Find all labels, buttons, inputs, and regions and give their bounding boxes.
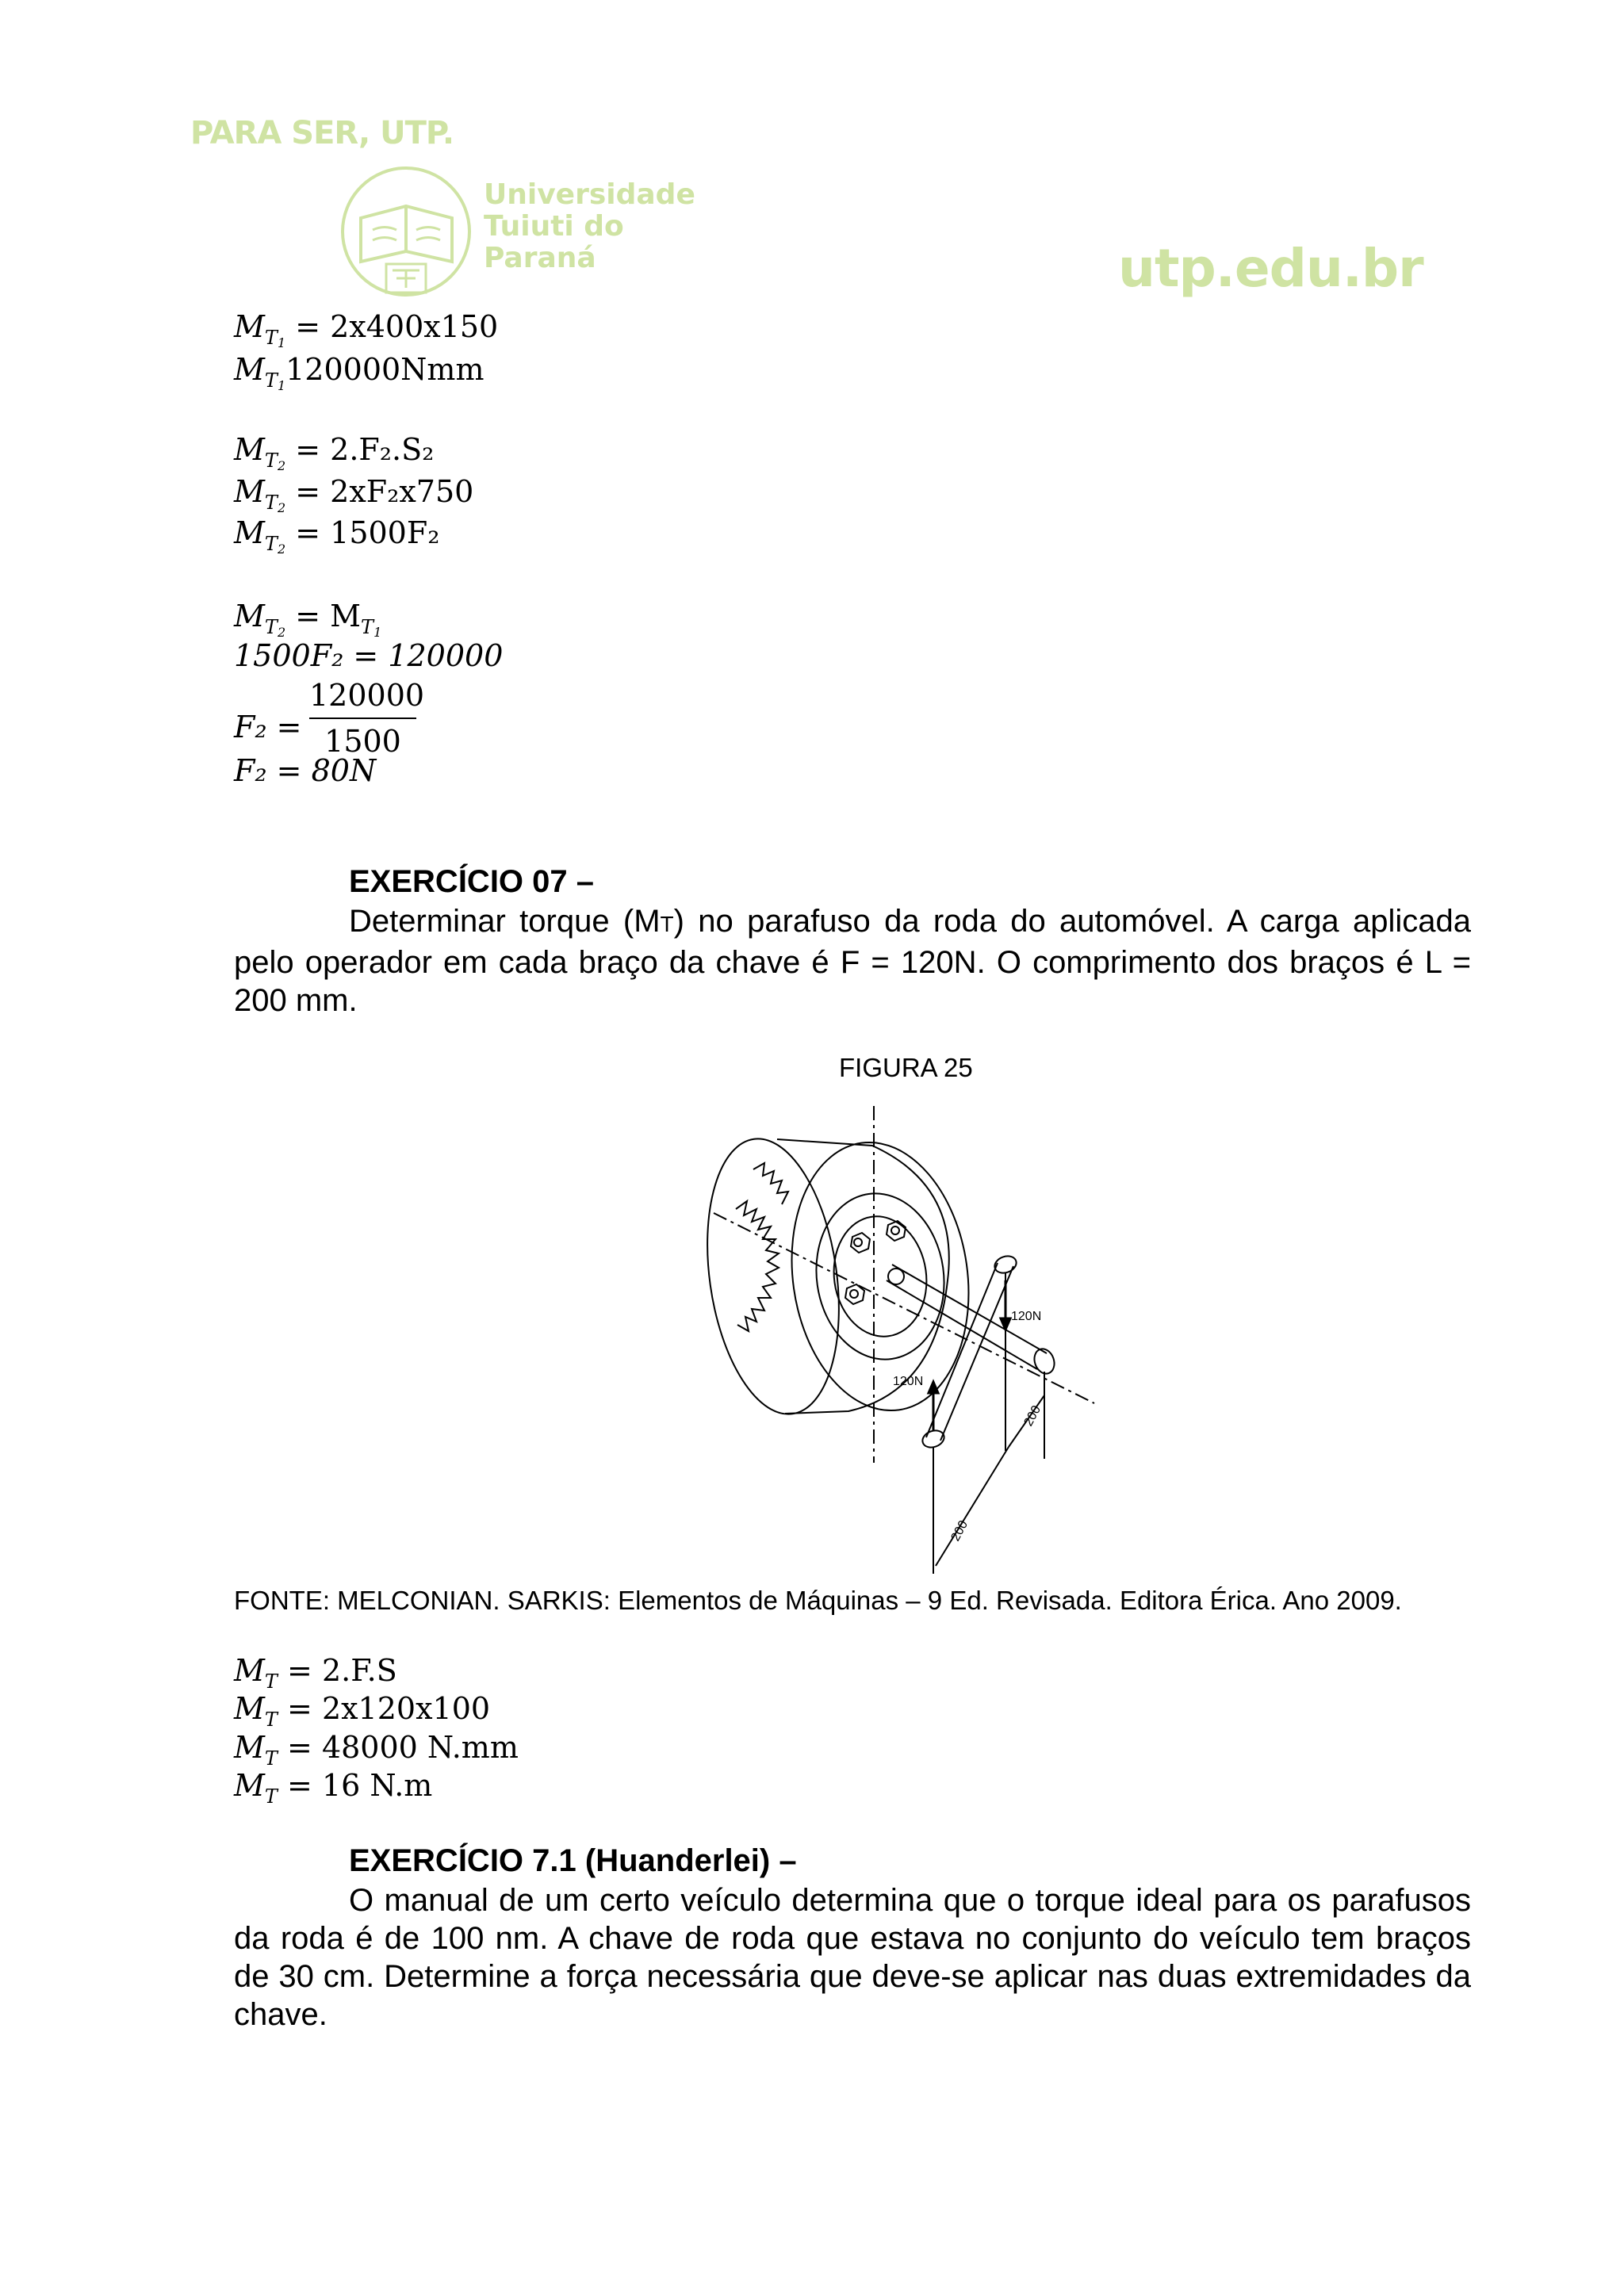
exercise-71-body: O manual de um certo veículo determina que o torque ideal para os parafusos da roda é de 100 nm. A chave de roda que estava no conjunto do veículo tem braços de 30 cm. Determine a força necessária que deve-se aplicar nas duas extremidades da chave.: [234, 1883, 1471, 2032]
math-mt-l2: = 2x120x100: [287, 1691, 491, 1726]
math-line-mt1: $M_{T_1} = 2x400x150$: [234, 309, 499, 350]
math-mt2-eq1: = 2.F₂.S₂: [295, 432, 435, 467]
exercise-07-text: [234, 902, 1471, 1020]
math-line-result: F₂ = 80N: [234, 753, 377, 788]
university-logo-icon: [337, 163, 476, 301]
math-line-eq: 1500F₂ = 120000: [234, 638, 504, 673]
math-line-mt-4: $M_T = 16$ N.m: [234, 1768, 433, 1808]
force-label-right: 120N: [1011, 1310, 1042, 1323]
math-line-equality: $M_{T_2} = M_{T_1}$: [234, 599, 382, 640]
math-line-mt-1: $M_T = 2.F.S$: [234, 1653, 397, 1693]
math-line-mt-2: $M_T = 2x120x100$: [234, 1691, 491, 1731]
university-name-line-1: Universidade: [484, 178, 695, 211]
math-line-mt2-c: $M_{T_2} = 1500F_2$: [234, 515, 440, 557]
math-mt-l4: = 16 N.m: [287, 1768, 433, 1803]
math-mt1-rhs: = 2x400x150: [295, 309, 499, 344]
exercise-71-heading: EXERCÍCIO 7.1 (Huanderlei) –: [349, 1843, 797, 1878]
university-name-line-2: Tuiuti do: [484, 210, 624, 243]
exercise-07-text-a: Determinar torque (M: [349, 904, 661, 939]
exercise-07-heading: EXERCÍCIO 07 –: [349, 864, 595, 899]
website-link[interactable]: utp.edu.br: [1118, 238, 1423, 299]
math-line-mt2-a: $M_{T_2} = 2.F_2.S_2$: [234, 432, 435, 473]
wheel-wrench-figure: [698, 1098, 1126, 1590]
fraction-lhs: F₂ =: [234, 710, 302, 744]
math-line-mt1-value: $M_{T_1}120000Nmm$: [234, 352, 485, 393]
dimension-label-1: 200: [1021, 1403, 1044, 1429]
dimension-label-2: 200: [948, 1518, 971, 1544]
figure-title: FIGURA 25: [839, 1053, 973, 1082]
math-mt-l1: = 2.F.S: [287, 1653, 397, 1688]
fraction-denominator: 1500: [324, 724, 401, 759]
math-mt-l3: = 48000 N.mm: [287, 1730, 519, 1765]
exercise-07-text-sub: T: [660, 912, 674, 936]
math-mt2-eq2: = 2xF₂x750: [295, 474, 474, 509]
math-mt2-eq3: = 1500F₂: [295, 515, 440, 550]
university-name-line-3: Paraná: [484, 242, 596, 274]
slogan: PARA SER, UTP.: [190, 115, 454, 151]
math-line-mt-3: $M_T = 48000$ N.mm: [234, 1730, 519, 1770]
fraction-bar: [309, 718, 416, 719]
fraction-numerator: 120000: [309, 678, 425, 713]
exercise-71-text: [234, 1881, 1471, 2034]
exercise-07-text-b: ) no parafuso da roda do automóvel. A carga aplicada pelo operador em cada braço da chave é F = 120N. O comprimento dos braços é L = 200 mm.: [234, 904, 1471, 1018]
figure-source: FONTE: MELCONIAN. SARKIS: Elementos de Máquinas – 9 Ed. Revisada. Editora Érica. Ano 2009.: [234, 1586, 1402, 1615]
math-equality: = M: [295, 599, 362, 633]
force-label-left: 120N: [893, 1375, 924, 1388]
math-mt1-value: 120000Nmm: [285, 352, 485, 387]
math-line-mt2-b: $M_{T_2} = 2xF_2x750$: [234, 474, 474, 515]
